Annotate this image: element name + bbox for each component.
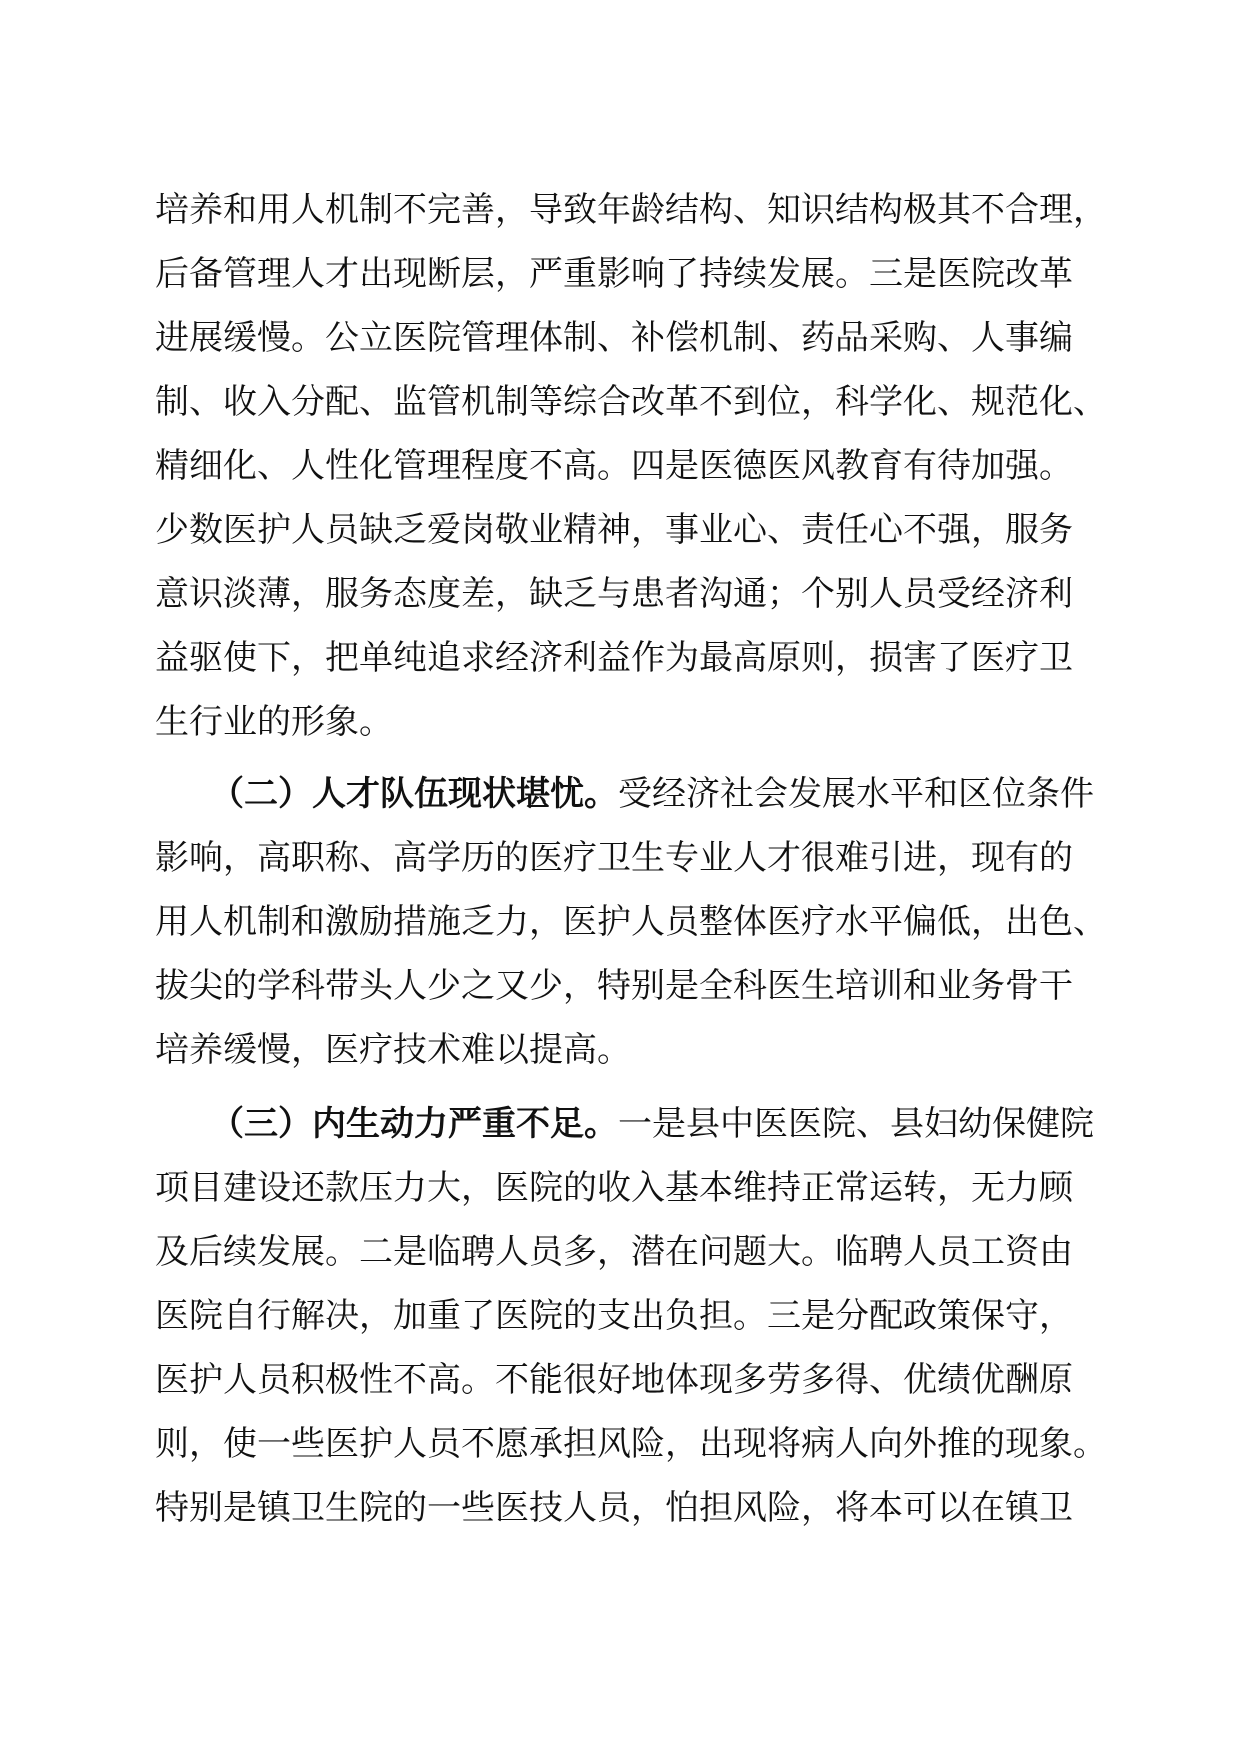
body-text-line: 益驱使下，把单纯追求经济利益作为最高原则，损害了医疗卫: [155, 638, 1073, 678]
body-text-line: 及后续发展。二是临聘人员多，潜在问题大。临聘人员工资由: [155, 1232, 1073, 1272]
body-text-line: 影响，高职称、高学历的医疗卫生专业人才很难引进，现有的: [155, 838, 1073, 878]
body-text-line: 医护人员积极性不高。不能很好地体现多劳多得、优绩优酬原: [155, 1360, 1073, 1400]
body-text-line: 特别是镇卫生院的一些医技人员，怕担风险，将本可以在镇卫: [155, 1488, 1073, 1528]
body-text-line: 生行业的形象。: [155, 702, 393, 742]
section-first-line-text: 一是县中医医院、县妇幼保健院: [618, 1104, 1094, 1144]
body-text-line: 精细化、人性化管理程度不高。四是医德医风教育有待加强。: [155, 446, 1073, 486]
body-text-line: 意识淡薄，服务态度差，缺乏与患者沟通；个别人员受经济利: [155, 574, 1073, 614]
body-text-line: 则，使一些医护人员不愿承担风险，出现将病人向外推的现象。: [155, 1424, 1107, 1464]
body-text-line: 用人机制和激励措施乏力，医护人员整体医疗水平偏低，出色、: [155, 902, 1107, 942]
body-text-line: 制、收入分配、监管机制等综合改革不到位，科学化、规范化、: [155, 382, 1107, 422]
body-text-line: 培养缓慢，医疗技术难以提高。: [155, 1030, 631, 1070]
section-first-line: [210, 1092, 1094, 1156]
body-text-line: 进展缓慢。公立医院管理体制、补偿机制、药品采购、人事编: [155, 318, 1073, 358]
body-text-line: 拔尖的学科带头人少之又少，特别是全科医生培训和业务骨干: [155, 966, 1073, 1006]
body-text-line: 医院自行解决，加重了医院的支出负担。三是分配政策保守，: [155, 1296, 1073, 1336]
body-text-line: 后备管理人才出现断层，严重影响了持续发展。三是医院改革: [155, 254, 1073, 294]
body-text-line: 项目建设还款压力大，医院的收入基本维持正常运转，无力顾: [155, 1168, 1073, 1208]
section-first-line-text: 受经济社会发展水平和区位条件: [618, 774, 1094, 814]
body-text-line: 培养和用人机制不完善，导致年龄结构、知识结构极其不合理，: [155, 190, 1107, 230]
body-text-line: 少数医护人员缺乏爱岗敬业精神，事业心、责任心不强，服务: [155, 510, 1073, 550]
section-first-line: [210, 762, 1094, 826]
section-heading: （三）内生动力严重不足。: [210, 1104, 618, 1144]
section-heading: （二）人才队伍现状堪忧。: [210, 774, 618, 814]
